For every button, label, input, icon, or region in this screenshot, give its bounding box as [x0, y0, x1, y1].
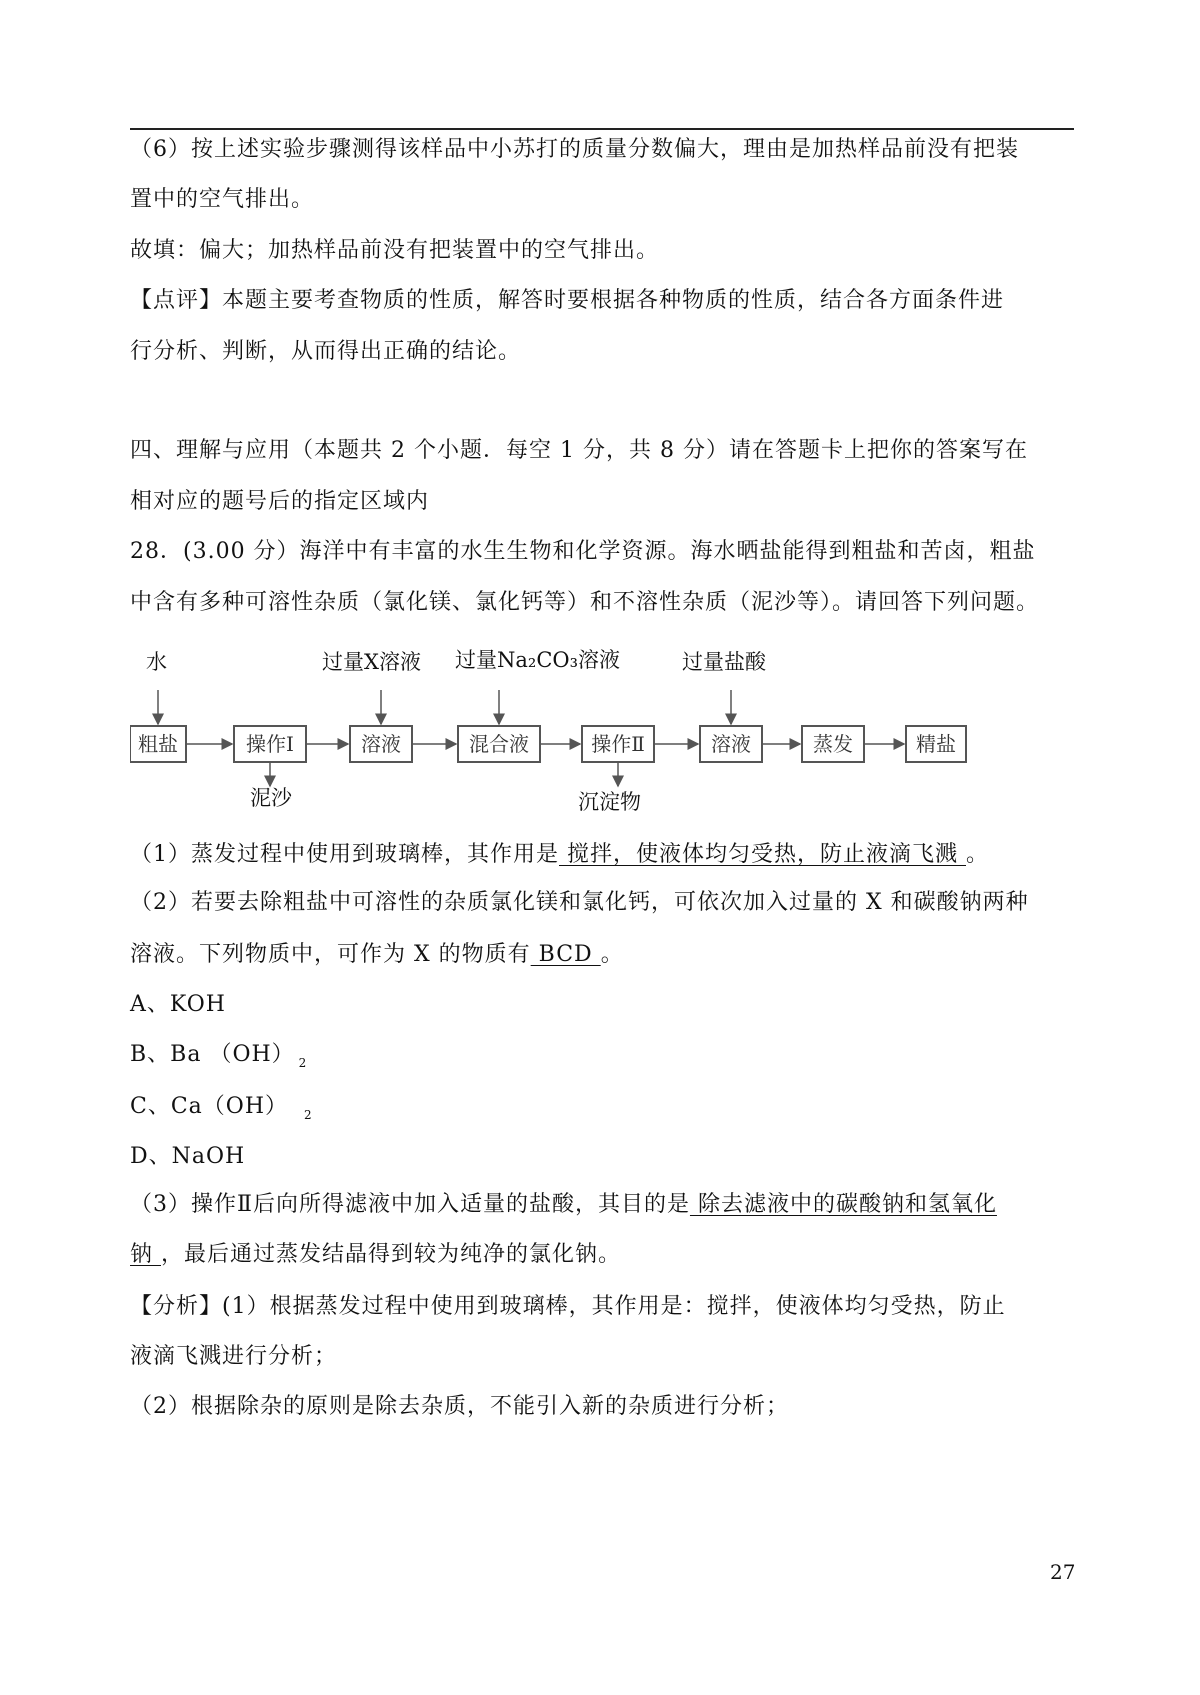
- subquestion-1-text: （1）蒸发过程中使用到玻璃棒，其作用是: [130, 842, 559, 867]
- review-line-1: 【点评】本题主要考查物质的性质，解答时要根据各种物质的性质，结合各方面条件进: [130, 288, 1005, 313]
- flow-output-sediment: 泥沙: [250, 786, 292, 810]
- flow-box-mixture: [458, 726, 540, 762]
- flow-input-excess-hydrochloric-acid: 过量盐酸: [682, 650, 766, 674]
- analysis-line-2: 液滴飞溅进行分析；: [130, 1344, 338, 1369]
- subquestion-3-answer-part-1: 除去滤液中的碳酸钠和氢氧化: [689, 1192, 997, 1217]
- flow-output-precipitate: 沉淀物: [578, 790, 641, 814]
- subquestion-3-answer-part-2: 钠: [130, 1242, 161, 1267]
- flow-box-solution-2: [700, 726, 762, 762]
- subquestion-1-answer: 搅拌，使液体均匀受热，防止液滴飞溅: [559, 842, 966, 867]
- question-28-line-2: 中含有多种可溶性杂质（氯化镁、氯化钙等）和不溶性杂质（泥沙等）。请回答下列问题。: [130, 590, 1040, 615]
- flow-input-excess-x-solution: 过量X溶液: [322, 650, 421, 674]
- flow-box-evaporation-label: 蒸发: [813, 732, 853, 756]
- subquestion-2-answer: BCD: [530, 942, 601, 967]
- analysis-line-3: （2）根据除杂的原则是除去杂质，不能引入新的杂质进行分析；: [130, 1394, 789, 1419]
- option-d: D、NaOH: [130, 1144, 246, 1169]
- option-c-text: C、Ca（OH）: [130, 1094, 289, 1119]
- subquestion-3-end: ，最后通过蒸发结晶得到较为纯净的氯化钠。: [161, 1242, 622, 1267]
- page-number: 27: [1050, 1560, 1076, 1584]
- flow-box-operation-1: [234, 726, 306, 762]
- q6-line-2: 置中的空气排出。: [130, 187, 315, 212]
- option-c-subscript: 2: [304, 1108, 313, 1122]
- flow-output-arrows: [270, 762, 618, 786]
- subquestion-1-end: 。: [966, 842, 990, 867]
- option-b-text: B、Ba （OH）: [130, 1042, 295, 1067]
- flow-input-arrows: [158, 690, 731, 724]
- subquestion-1: [130, 840, 989, 870]
- flow-box-mixture-label: 混合液: [469, 732, 529, 756]
- subquestion-2-end: 。: [600, 942, 624, 967]
- flow-box-crude-salt: [130, 726, 186, 762]
- subquestion-2-text: 溶液。下列物质中，可作为 X 的物质有: [130, 942, 531, 967]
- section-heading-line-2: 相对应的题号后的指定区域内: [130, 489, 430, 514]
- flow-box-refined-salt: [906, 726, 966, 762]
- subquestion-2-line-1: （2）若要去除粗盐中可溶性的杂质氯化镁和氯化钙，可依次加入过量的 X 和碳酸钠两种: [130, 890, 1029, 915]
- flow-box-operation-1-label: 操作Ⅰ: [246, 732, 294, 756]
- fill-answer: 故填：偏大；加热样品前没有把装置中的空气排出。: [130, 238, 660, 263]
- flow-input-excess-sodium-carbonate: 过量Na₂CO₃溶液: [455, 648, 621, 672]
- flow-box-operation-2: [582, 726, 654, 762]
- subquestion-3-line-2: [130, 1240, 621, 1270]
- question-28-line-1: 28．(3.00 分）海洋中有丰富的水生生物和化学资源。海水晒盐能得到粗盐和苦卤，粗盐: [130, 539, 1036, 564]
- section-heading-line-1: 四、理解与应用（本题共 2 个小题．每空 1 分，共 8 分）请在答题卡上把你的答案写在: [130, 438, 1028, 463]
- option-b: [130, 1040, 307, 1078]
- flow-box-solution-1: [350, 726, 412, 762]
- flow-box-operation-2-label: 操作Ⅱ: [591, 732, 645, 756]
- flow-input-water: 水: [146, 650, 167, 674]
- option-b-subscript: 2: [298, 1056, 308, 1070]
- analysis-line-1: 【分析】(1）根据蒸发过程中使用到玻璃棒，其作用是：搅拌，使液体均匀受热，防止: [130, 1294, 1006, 1319]
- flow-box-solution-1-label: 溶液: [361, 732, 401, 756]
- q6-line-1: （6）按上述实验步骤测得该样品中小苏打的质量分数偏大，理由是加热样品前没有把装: [130, 137, 1019, 162]
- subquestion-2-line-2: [130, 940, 624, 970]
- option-c: [130, 1092, 313, 1130]
- review-line-2: 行分析、判断，从而得出正确的结论。: [130, 339, 522, 364]
- header-rule: [130, 128, 1074, 130]
- flow-box-solution-2-label: 溶液: [711, 732, 751, 756]
- subquestion-3-line-1: [130, 1190, 997, 1220]
- flow-box-refined-salt-label: 精盐: [916, 732, 956, 756]
- process-flowchart: [130, 690, 970, 840]
- option-a: A、KOH: [130, 992, 226, 1017]
- subquestion-3-text: （3）操作Ⅱ后向所得滤液中加入适量的盐酸，其目的是: [130, 1192, 690, 1217]
- flow-box-evaporation: [802, 726, 864, 762]
- flow-box-crude-salt-label: 粗盐: [138, 732, 178, 756]
